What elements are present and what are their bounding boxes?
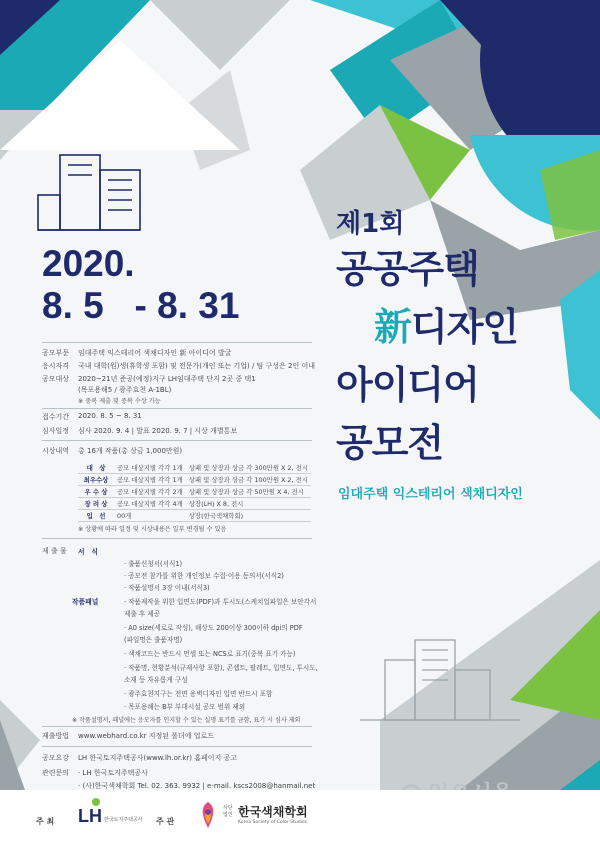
list-item: · A0 size(세로로 작성), 해상도 200이상 300이하 dpi의 PDF xyxy=(124,624,303,632)
lh-logo: LH xyxy=(78,806,102,827)
host-name: 한국토지주택공사 xyxy=(104,817,143,823)
title-line-2-rest: 디자인 xyxy=(411,305,519,349)
divider xyxy=(42,342,312,343)
footer xyxy=(0,790,600,851)
table-row: 우 수 상 공모 대상지별 각각 2개 상패 및 상장과 상금 각 50만원 X 4, 전시 xyxy=(78,486,311,498)
list-item: · 광주효천지구는 전면 용벽디자인 입면 반드시 포함 xyxy=(124,690,273,698)
awards-table xyxy=(78,462,311,522)
table-row: 최우수상 공모 대상지별 각각 1개 상패 및 상장과 상금 각 100만원 X 2, 전시 xyxy=(78,474,311,486)
table-row: 입 선 00개 상장(한국색채학회) xyxy=(78,510,311,522)
list-item: · 목포용해는 B부 부대시설 공모 범위 제외 xyxy=(124,703,246,711)
table-row: 대 상 공모 대상지별 각각 1개 상패 및 상장과 상금 각 300만원 X 2, 전시 xyxy=(78,462,311,474)
list-item: · 작품명, 현황분석(규제사항 포함), 콘셉트, 팔레트, 입면도, 투시도, xyxy=(124,664,318,672)
organizer-english: Korea Society of Color Studies xyxy=(238,820,308,825)
title-line-3: 아이디어 xyxy=(336,363,479,407)
list-item: 제출 후 제공 xyxy=(124,610,161,618)
event-year: 2020. xyxy=(42,243,135,284)
divider xyxy=(42,408,312,409)
title-line-2 xyxy=(374,296,518,351)
title-line-1: 공공주택 xyxy=(336,247,479,291)
divider xyxy=(42,726,312,727)
organizer-prefix: 사단법인 xyxy=(223,805,233,818)
divider xyxy=(42,440,312,441)
list-item: · 출품신청서(서식1) xyxy=(124,560,183,568)
forms-label: 서 식 xyxy=(78,548,98,556)
list-item: · 공모전 참가를 위한 개인정보 수집·이용 동의서(서식2) xyxy=(124,572,284,580)
list-item: · 작품설명서 3장 이내(서식3) xyxy=(124,584,210,592)
awards-note: ※ 상황에 따라 일정 및 시상내용은 일부 변경될 수 있음 xyxy=(78,526,227,533)
edition-label: 제1회 xyxy=(336,209,405,239)
organizer-name: 한국색채학회 xyxy=(238,805,308,819)
title-line-4: 공모전 xyxy=(336,421,444,465)
list-item: · 색채코드는 반드시 먼셀 또는 NCS로 표기(중복 표기 가능) xyxy=(124,650,296,658)
divider xyxy=(42,746,312,747)
works-label: 작품패널 xyxy=(72,598,99,606)
event-date-range: 8. 5 - 8. 31 xyxy=(42,285,240,326)
table-row: 장 려 상 공모 대상지별 각각 4개 상장(LH) X 8, 전시 xyxy=(78,498,311,510)
submission-note: ※ 작품설명서, 패널에는 응모자를 인지할 수 있는 실명 표기를 금함, 표기 시 심사 제외 xyxy=(72,717,301,724)
kscs-logo-icon xyxy=(196,800,220,830)
organizer-label: 주 관 xyxy=(156,817,175,826)
submission-label: 제 출 물 xyxy=(42,547,67,555)
title-subtitle: 임대주택 익스테리어 색채디자인 xyxy=(338,487,523,502)
list-item: · 작품제작을 위한 입면도(PDF)과 투시도(스케치업파일은 보안각서 xyxy=(124,598,317,606)
list-item: 소재 등 자유롭게 구성 xyxy=(124,676,188,684)
poster: 2020. 8. 5 - 8. 31 제1회 공공주택 新디자인 아이디어 공모전 임대주택 익스테리어 색채디자인 공모부문 임대주택 익스테리어 색채디자인 新 아이디어 발굴 응시자격 국내 대학(원)생(휴학생 포함) 및 전문가(개인 또는 기업) / 팀 구성은 2인 이내 공모대상 2020~21년 준공(예정)지구 LH임대주택 단지 2곳 중 택1 (목포용해5 / 광주효천 A-1BL) ※ 중복 제출 및 중복 수상 가능 접수기간 2020. 8. 5 ~ 8. 31 심사일정 심사 2020. 9. 4 | 발표 2020. 9. 7 | 시상 개별통보 시상내역 총 16개 작품(총 상금 1,000만원) 대 상 공모 대상지별 각각 1개 상패 및 상장과 상금 각 300만원 X 2, 전시 최우수상 공모 대상지별 각각 1개 상패 및 상장과 상금 각 100만원 X 2, 전시 우 수 상 공모 대상지별 각각 2개 상패 및 상장과 상금 각 50만원 X 4, 전시 장 려 상 공모 대상지별 각각 4개 상장(LH) X 8, 전시 입 선 00개 상장(한국색채학회) ※ 상황에 따라 일정 및 시상내용은 일부 변경될 수 있음 제 출 물 서 식 · 출품신청서(서식1) · 공모전 참가를 위한 개인정보 수집·이용 동의서(서식2) · 작품설명서 3장 이내(서식3) 작품패널 · 작품제작을 위한 입면도(PDF)과 투시도(스케치업파일은 보안각서 제출 후 제공 · A0 size(세로로 작성), 해상도 200이상 300이하 dpi의 PDF (파일명은 출품자명) · 색채코드는 반드시 먼셀 또는 NCS로 표기(중복 표기 가능) · 작품명, 현황분석(규제사항 포함), 콘셉트, 팔레트, 입면도, 투시도, 소재 등 자유롭게 구성 · 광주효천지구는 전면 용벽디자인 입면 반드시 포함 · 목포용해는 B부 부대시설 공모 범위 제외 ※ 작품설명서, 패널에는 응모자를 인지할 수 있는 실명 표기를 금함, 표기 시 심사 제외 제출방법 www.webhard.co.kr 지정된 폴더에 업로드 공모요강 LH 한국토지주택공사(www.lh.or.kr) 홈페이지 공고 관련문의 · LH 한국토지주택공사 · (사)한국색채학회 Tel. 02. 363. 9932 | e-mail. kscs2008@hanmail.net 주 최 LH 한국토지주택공사 주 관 사단법인 한국색채학회 Korea Society of Color Studies xyxy=(0,0,600,851)
list-item: (파일명은 출품자명) xyxy=(124,636,183,644)
host-label: 주 최 xyxy=(36,817,55,826)
lh-logo-dot-icon xyxy=(92,798,100,806)
title-new-char: 新 xyxy=(374,305,412,349)
divider xyxy=(42,538,312,539)
webhard-link[interactable]: www.webhard.co.kr 지정된 폴더에 업로드 xyxy=(78,732,215,740)
